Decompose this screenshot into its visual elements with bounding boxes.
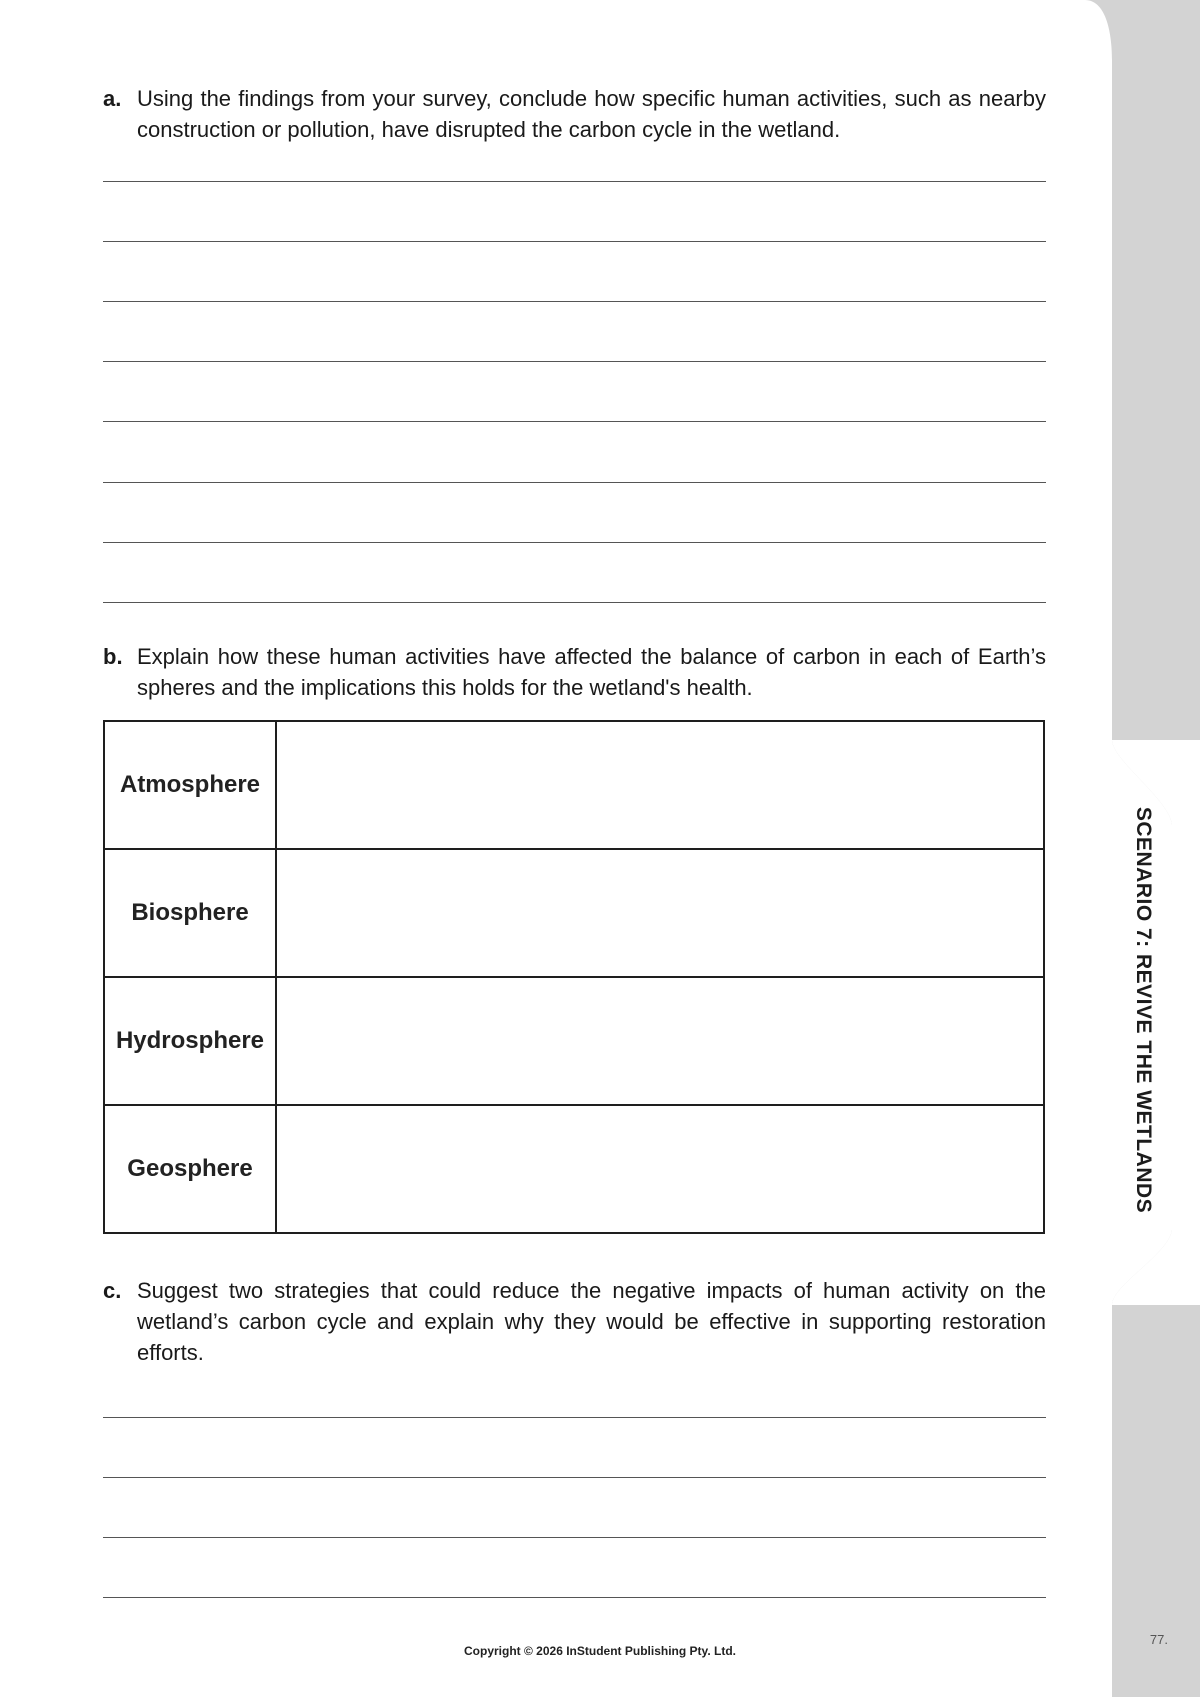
answer-line[interactable] [103, 421, 1046, 422]
question-letter: c. [103, 1278, 122, 1303]
answer-line[interactable] [103, 482, 1046, 483]
answer-line[interactable] [103, 1417, 1046, 1418]
scenario-side-title: SCENARIO 7: REVIVE THE WETLANDS [1132, 806, 1155, 1214]
question-text: Explain how these human activities have affected the balance of carbon in each of Earth’s spheres and the implications this holds for the wetland's health. [137, 644, 1046, 700]
sphere-label-biosphere: Biosphere [104, 849, 276, 977]
sphere-label-geosphere: Geosphere [104, 1105, 276, 1233]
question-text: Using the findings from your survey, conclude how specific human activities, such as nearby construction or pollution, have disrupted the carbon cycle in the wetland. [137, 86, 1046, 142]
question-c [103, 1275, 1046, 1368]
answer-line[interactable] [103, 181, 1046, 182]
sphere-label-hydrosphere: Hydrosphere [104, 977, 276, 1105]
sphere-label-atmosphere: Atmosphere [104, 721, 276, 849]
answer-line[interactable] [103, 301, 1046, 302]
table-row [104, 849, 1044, 977]
answer-line[interactable] [103, 361, 1046, 362]
answer-line[interactable] [103, 1597, 1046, 1598]
question-a [103, 83, 1046, 145]
answer-cell-biosphere[interactable] [276, 849, 1044, 977]
spheres-table [103, 720, 1045, 1234]
copyright-notice: Copyright © 2026 InStudent Publishing Pty. Ltd. [464, 1644, 736, 1658]
answer-cell-geosphere[interactable] [276, 1105, 1044, 1233]
table-row [104, 1105, 1044, 1233]
answer-line[interactable] [103, 602, 1046, 603]
question-text: Suggest two strategies that could reduce the negative impacts of human activity on the wetland’s carbon cycle and explain why they would be effective in supporting restoration efforts. [137, 1278, 1046, 1365]
answer-cell-hydrosphere[interactable] [276, 977, 1044, 1105]
question-b [103, 641, 1046, 703]
answer-line[interactable] [103, 241, 1046, 242]
answer-line[interactable] [103, 1537, 1046, 1538]
table-row [104, 721, 1044, 849]
table-row [104, 977, 1044, 1105]
question-letter: a. [103, 86, 122, 111]
page-number: 77. [1149, 1632, 1168, 1647]
answer-line[interactable] [103, 542, 1046, 543]
question-letter: b. [103, 644, 123, 669]
answer-line[interactable] [103, 1477, 1046, 1478]
answer-cell-atmosphere[interactable] [276, 721, 1044, 849]
